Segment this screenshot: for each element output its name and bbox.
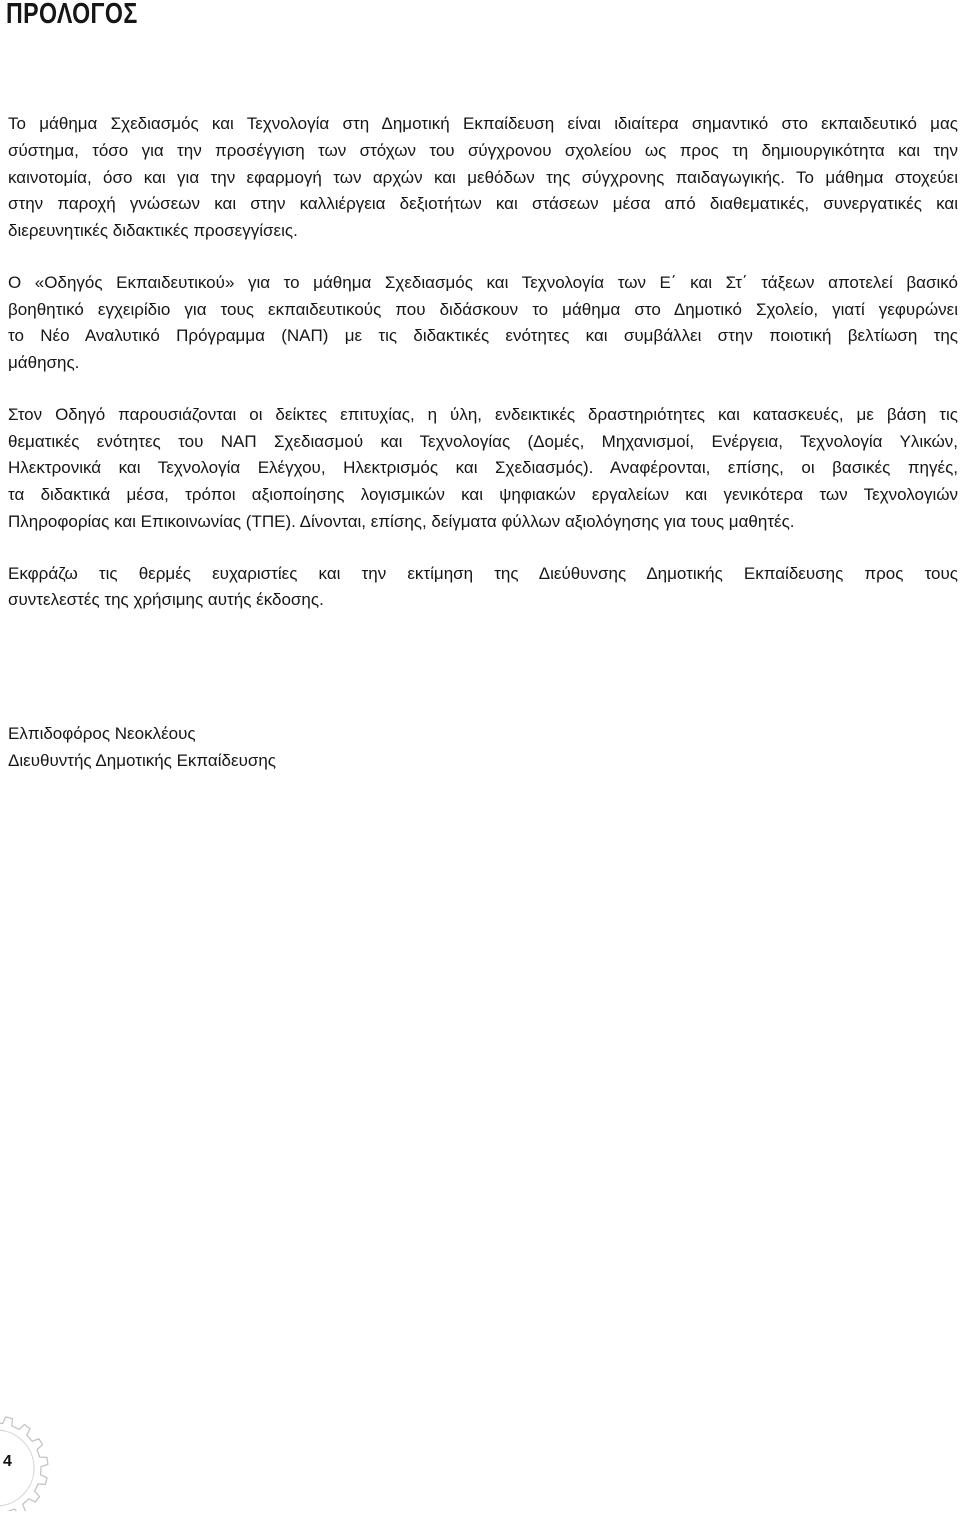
page-number: 4: [3, 1453, 12, 1470]
paragraph-4: [8, 561, 958, 615]
paragraph-line: Στον Οδηγό παρουσιάζονται οι δείκτες επιτυχίας, η ύλη, ενδεικτικές δραστηριότητες και κατασκευές, με βάση τις: [8, 404, 958, 424]
signature-role: Διευθυντής Δημοτικής Εκπαίδευσης: [8, 751, 276, 770]
paragraph-line: καινοτομία, όσο και για την εφαρμογή των αρχών και μεθόδων της σύγχρονης παιδαγωγικής. Το μάθημα στοχεύει: [8, 167, 958, 187]
paragraph-line: το Νέο Αναλυτικό Πρόγραμμα (ΝΑΠ) με τις διδακτικές ενότητες και συμβάλλει στην ποιοτική βελτίωση της: [8, 326, 958, 346]
paragraph-line: στην παροχή γνώσεων και στην καλλιέργεια δεξιοτήτων και στάσεων μέσα από διαθεματικές, συνεργατικές και: [8, 194, 958, 214]
signature-block: [8, 720, 276, 774]
signature-name: Ελπιδοφόρος Νεοκλέους: [8, 724, 196, 743]
paragraph-line: διερευνητικές διδακτικές προσεγγίσεις.: [8, 221, 298, 240]
paragraph-line: τα διδακτικά μέσα, τρόποι αξιοποίησης λογισμικών και ψηφιακών εργαλείων και γενικότερα των Τεχνολογιών: [8, 485, 958, 504]
paragraph-line: σύστημα, τόσο για την προσέγγιση των στόχων του σύγχρονου σχολείου ως προς τη δημιουργικότητα και την: [8, 140, 958, 160]
document-body: [8, 111, 958, 639]
paragraph-line: μάθησης.: [8, 353, 80, 372]
paragraph-line: Πληροφορίας και Επικοινωνίας (ΤΠΕ). Δίνονται, επίσης, δείγματα φύλλων αξιολόγησης για τους μαθητές.: [8, 511, 795, 531]
paragraph-1: [8, 111, 958, 245]
paragraph-line: Ηλεκτρονικά και Τεχνολογία Ελέγχου, Ηλεκτρισμός και Σχεδιασμός). Αναφέρονται, επίσης, οι βασικές πηγές,: [8, 458, 958, 478]
paragraph-line: βοηθητικό εγχειρίδιο για τους εκπαιδευτικούς που διδάσκουν το μάθημα στο Δημοτικό Σχολείο, γιατί γεφυρώνει: [8, 299, 958, 319]
paragraph-line: συντελεστές της χρήσιμης αυτής έκδοσης.: [8, 590, 324, 610]
page-title: ΠΡΟΛΟΓΟΣ: [6, 0, 138, 30]
paragraph-3: [8, 402, 958, 536]
paragraph-line: Εκφράζω τις θερμές ευχαριστίες και την εκτίμηση της Διεύθυνσης Δημοτικής Εκπαίδευσης προς τους: [8, 563, 958, 583]
paragraph-line: θεματικές ενότητες του ΝΑΠ Σχεδιασμού και Τεχνολογίας (Δομές, Μηχανισμοί, Ενέργεια, Τεχνολογία Υλικών,: [8, 431, 958, 451]
paragraph-line: Ο «Οδηγός Εκπαιδευτικού» για το μάθημα Σχεδιασμός και Τεχνολογία των Ε΄ και Στ΄ τάξεων αποτελεί βασικό: [8, 272, 958, 292]
paragraph-line: Το μάθημα Σχεδιασμός και Τεχνολογία στη Δημοτική Εκπαίδευση είναι ιδιαίτερα σημαντικό στο εκπαιδευτικό μας: [8, 114, 958, 133]
paragraph-2: [8, 270, 958, 377]
